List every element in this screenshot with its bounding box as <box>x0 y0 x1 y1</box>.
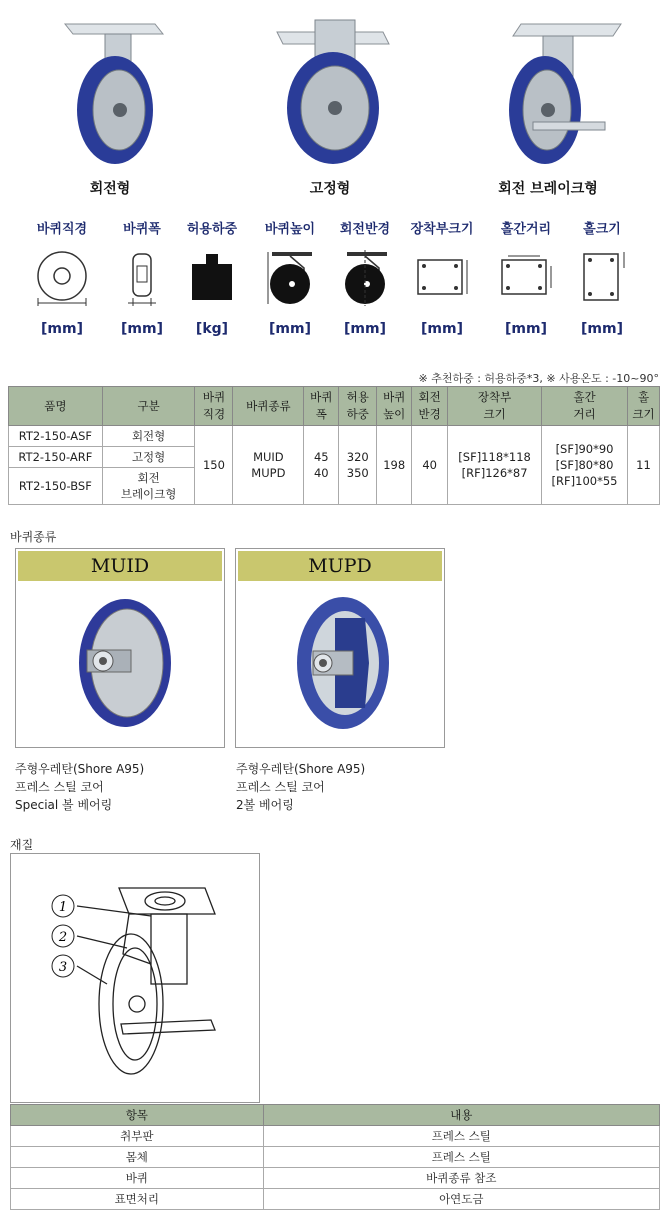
material-content: 아연도금 <box>263 1189 659 1210</box>
caster-label: 고정형 <box>309 181 351 197</box>
brake-caster-image <box>473 10 623 170</box>
header-cell: 허용 하중 <box>339 387 377 426</box>
spec-swivel-radius <box>325 218 405 337</box>
wheel-card-muid <box>15 548 225 748</box>
spec-title: 바퀴직경 <box>36 222 88 237</box>
wheel-desc-line: 주형우레탄(Shore A95) <box>15 762 145 776</box>
spec-title: 장착부크기 <box>410 222 474 237</box>
caster-swivel <box>20 10 200 198</box>
fixed-caster-image <box>255 10 405 170</box>
material-content: 프레스 스틸 <box>263 1147 659 1168</box>
header-cell: 바퀴 폭 <box>304 387 339 426</box>
material-item: 표면처리 <box>11 1189 264 1210</box>
spec-unit: [mm] <box>344 321 386 337</box>
product-name: RT2-150-ARF <box>9 447 103 468</box>
spec-unit: [mm] <box>121 321 163 337</box>
header-cell: 항목 <box>11 1105 264 1126</box>
usage-note: ※ 추천하중 : 허용하중*3, ※ 사용온도 : -10~90° <box>418 372 659 385</box>
wheel-desc-line: Special 볼 베어링 <box>15 798 113 812</box>
spec-title: 허용하중 <box>186 222 238 237</box>
product-name: RT2-150-BSF <box>9 468 103 505</box>
plate-size-icon <box>402 247 482 309</box>
wheel-width-icon <box>102 247 182 309</box>
header-cell: 내용 <box>263 1105 659 1126</box>
mupd-wheel-image <box>236 583 444 743</box>
table-row <box>9 426 660 447</box>
spec-table-header <box>9 387 660 426</box>
swivel-radius-icon <box>325 247 405 309</box>
hole-distance-value: [SF]90*90 [SF]80*80 [RF]100*55 <box>542 426 628 505</box>
caster-label: 회전 브레이크형 <box>498 181 598 197</box>
wheel-section-label: 바퀴종류 <box>10 530 57 544</box>
caster-fixed <box>240 10 420 198</box>
table-row <box>11 1189 660 1210</box>
wheel-desc-line: 프레스 스틸 코어 <box>15 780 104 794</box>
muid-wheel-image <box>16 583 224 743</box>
product-type: 고정형 <box>102 447 195 468</box>
header-cell: 품명 <box>9 387 103 426</box>
material-content: 프레스 스틸 <box>263 1126 659 1147</box>
spec-unit: [mm] <box>269 321 311 337</box>
material-section-label: 재질 <box>10 838 34 852</box>
spec-unit: [mm] <box>41 321 83 337</box>
spec-plate-size <box>402 218 482 337</box>
material-table <box>10 1104 660 1210</box>
header-cell: 바퀴 높이 <box>377 387 412 426</box>
header-cell: 홀간 거리 <box>542 387 628 426</box>
spec-title: 바퀴폭 <box>123 222 161 237</box>
wheel-desc-line: 2볼 베어링 <box>236 798 294 812</box>
header-cell: 바퀴 직경 <box>195 387 233 426</box>
header-cell: 구분 <box>102 387 195 426</box>
swivel-radius-value: 40 <box>412 426 448 505</box>
material-table-header <box>11 1105 660 1126</box>
material-item: 취부판 <box>11 1126 264 1147</box>
callout-1: 1 <box>58 900 68 915</box>
spec-unit: [mm] <box>421 321 463 337</box>
wheel-diameter-value: 150 <box>195 426 233 505</box>
material-item: 바퀴 <box>11 1168 264 1189</box>
wheel-name: MUPD <box>238 551 442 581</box>
wheel-height-value: 198 <box>377 426 412 505</box>
table-row <box>11 1126 660 1147</box>
wheel-kind-value: MUID MUPD <box>233 426 304 505</box>
wheel-width-value: 45 40 <box>304 426 339 505</box>
plate-size-value: [SF]118*118 [RF]126*87 <box>448 426 542 505</box>
callout-3: 3 <box>58 960 68 975</box>
material-diagram <box>10 853 260 1103</box>
callout-2: 2 <box>58 930 68 945</box>
load-value: 320 350 <box>339 426 377 505</box>
header-cell: 바퀴종류 <box>233 387 304 426</box>
wheel-desc-mupd <box>236 760 365 814</box>
swivel-caster-image <box>35 10 185 170</box>
hole-size-value: 11 <box>627 426 659 505</box>
table-row <box>11 1168 660 1189</box>
spec-unit: [mm] <box>581 321 623 337</box>
spec-wheel-diameter <box>22 218 102 337</box>
spec-legend <box>0 218 665 338</box>
caster-label: 회전형 <box>89 181 131 197</box>
spec-title: 바퀴높이 <box>264 222 316 237</box>
product-type: 회전형 <box>102 426 195 447</box>
weight-icon <box>172 247 252 309</box>
header-cell: 회전 반경 <box>412 387 448 426</box>
product-name: RT2-150-ASF <box>9 426 103 447</box>
spec-hole-size <box>562 218 642 337</box>
caster-swivel-brake <box>458 10 638 198</box>
spec-unit: [mm] <box>505 321 547 337</box>
header-cell: 장착부 크기 <box>448 387 542 426</box>
spec-load <box>172 218 252 337</box>
spec-title: 홀크기 <box>583 222 621 237</box>
spec-hole-distance <box>486 218 566 337</box>
spec-wheel-width <box>102 218 182 337</box>
wheel-name: MUID <box>18 551 222 581</box>
spec-title: 홀간거리 <box>500 222 552 237</box>
wheel-card-mupd <box>235 548 445 748</box>
caster-line-drawing <box>11 854 259 1102</box>
material-item: 몸체 <box>11 1147 264 1168</box>
material-content: 바퀴종류 참조 <box>263 1168 659 1189</box>
wheel-desc-line: 주형우레탄(Shore A95) <box>236 762 366 776</box>
spec-table <box>8 386 660 505</box>
spec-unit: [kg] <box>195 321 229 337</box>
caster-types <box>0 0 665 200</box>
hole-distance-icon <box>486 247 566 309</box>
hole-size-icon <box>562 247 642 309</box>
product-type: 회전 브레이크형 <box>102 468 195 505</box>
wheel-desc-line: 프레스 스틸 코어 <box>236 780 325 794</box>
wheel-desc-muid <box>15 760 144 814</box>
header-cell: 홀 크기 <box>627 387 659 426</box>
spec-wheel-height <box>250 218 330 337</box>
wheel-height-icon <box>250 247 330 309</box>
spec-title: 회전반경 <box>339 222 391 237</box>
table-row <box>11 1147 660 1168</box>
wheel-diameter-icon <box>22 247 102 309</box>
